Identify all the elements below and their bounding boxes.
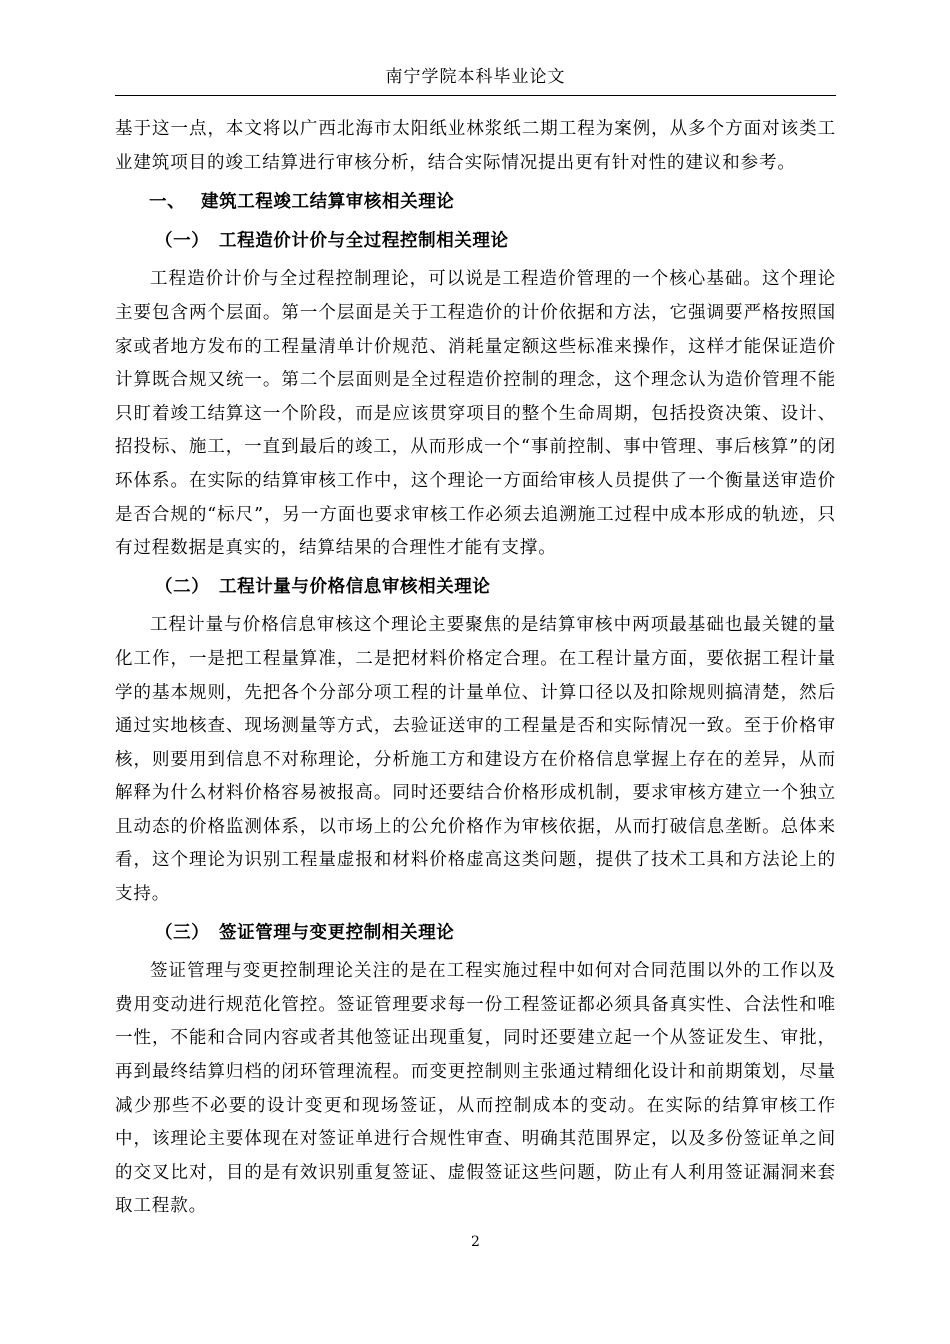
subsection-title: 工程计量与价格信息审核相关理论 bbox=[219, 576, 491, 597]
subsection-title: 工程造价计价与全过程控制相关理论 bbox=[219, 230, 509, 251]
subsection-2-paragraph: 工程计量与价格信息审核这个理论主要聚焦的是结算审核中两项最基础也最关键的量化工作，一是把工程量算准，二是把材料价格定合理。在工程计量方面，要依据工程计量学的基本规则，先把各个分部分项工程的计量单位、计算口径以及扣除规则搞清楚，然后通过实地核查、现场测量等方式，去验证送审的工程量是否和实际情况一致。至于价格审核，则要用到信息不对称理论，分析施工方和建设方在价格信息掌握上存在的差异，从而解释为什么材料价格容易被报高。同时还要结合价格形成机制，要求审核方建立一个独立且动态的价格监测体系，以市场上的公允价格作为审核依据，从而打破信息垄断。总体来看，这个理论为识别工程量虚报和材料价格虚高这类问题，提供了技术工具和方法论上的支持。 bbox=[115, 615, 836, 905]
subsection-number: （三） bbox=[155, 922, 210, 943]
page-number: 2 bbox=[471, 1234, 480, 1250]
subsection-number: （二） bbox=[155, 576, 210, 597]
subsection-heading-1 bbox=[115, 225, 836, 259]
document-body bbox=[115, 113, 836, 1224]
subsection-heading-2 bbox=[115, 571, 836, 605]
section-title: 建筑工程竣工结算审核相关理论 bbox=[201, 192, 455, 213]
section-number: 一、 bbox=[149, 192, 186, 213]
header-divider bbox=[115, 95, 836, 96]
subsection-title: 签证管理与变更控制相关理论 bbox=[219, 922, 455, 943]
subsection-3-paragraph: 签证管理与变更控制理论关注的是在工程实施过程中如何对合同范围以外的工作以及费用变动进行规范化管控。签证管理要求每一份工程签证都必须具备真实性、合法性和唯一性，不能和合同内容或者其他签证出现重复，同时还要建立起一个从签证发生、审批，再到最终结算归档的闭环管理流程。而变更控制则主张通过精细化设计和前期策划，尽量减少那些不必要的设计变更和现场签证，从而控制成本的变动。在实际的结算审核工作中，该理论主要体现在对签证单进行合规性审查、明确其范围界定，以及多份签证单之间的交叉比对，目的是有效识别重复签证、虚假签证这些问题，防止有人利用签证漏洞来套取工程款。 bbox=[115, 961, 836, 1217]
section-heading-1 bbox=[115, 186, 836, 220]
subsection-number: （一） bbox=[155, 230, 210, 251]
subsection-heading-3 bbox=[115, 917, 836, 951]
subsection-1-paragraph: 工程造价计价与全过程控制理论，可以说是工程造价管理的一个核心基础。这个理论主要包含两个层面。第一个层面是关于工程造价的计价依据和方法，它强调要严格按照国家或者地方发布的工程量清单计价规范、消耗量定额这些标准来操作，这样才能保证造价计算既合规又统一。第二个层面则是全过程造价控制的理念，这个理念认为造价管理不能只盯着竣工结算这一个阶段，而是应该贯穿项目的整个生命周期，包括投资决策、设计、招投标、施工，一直到最后的竣工，从而形成一个“事前控制、事中管理、事后核算”的闭环体系。在实际的结算审核工作中，这个理论一方面给审核人员提供了一个衡量送审造价是否合规的“标尺”，另一方面也要求审核工作必须去追溯施工过程中成本形成的轨迹，只有过程数据是真实的，结算结果的合理性才能有支撑。 bbox=[115, 269, 836, 559]
intro-paragraph: 基于这一点，本文将以广西北海市太阳纸业林浆纸二期工程为案例，从多个方面对该类工业建筑项目的竣工结算进行审核分析，结合实际情况提出更有针对性的建议和参考。 bbox=[115, 119, 836, 173]
running-header: 南宁学院本科毕业论文 bbox=[385, 67, 566, 87]
